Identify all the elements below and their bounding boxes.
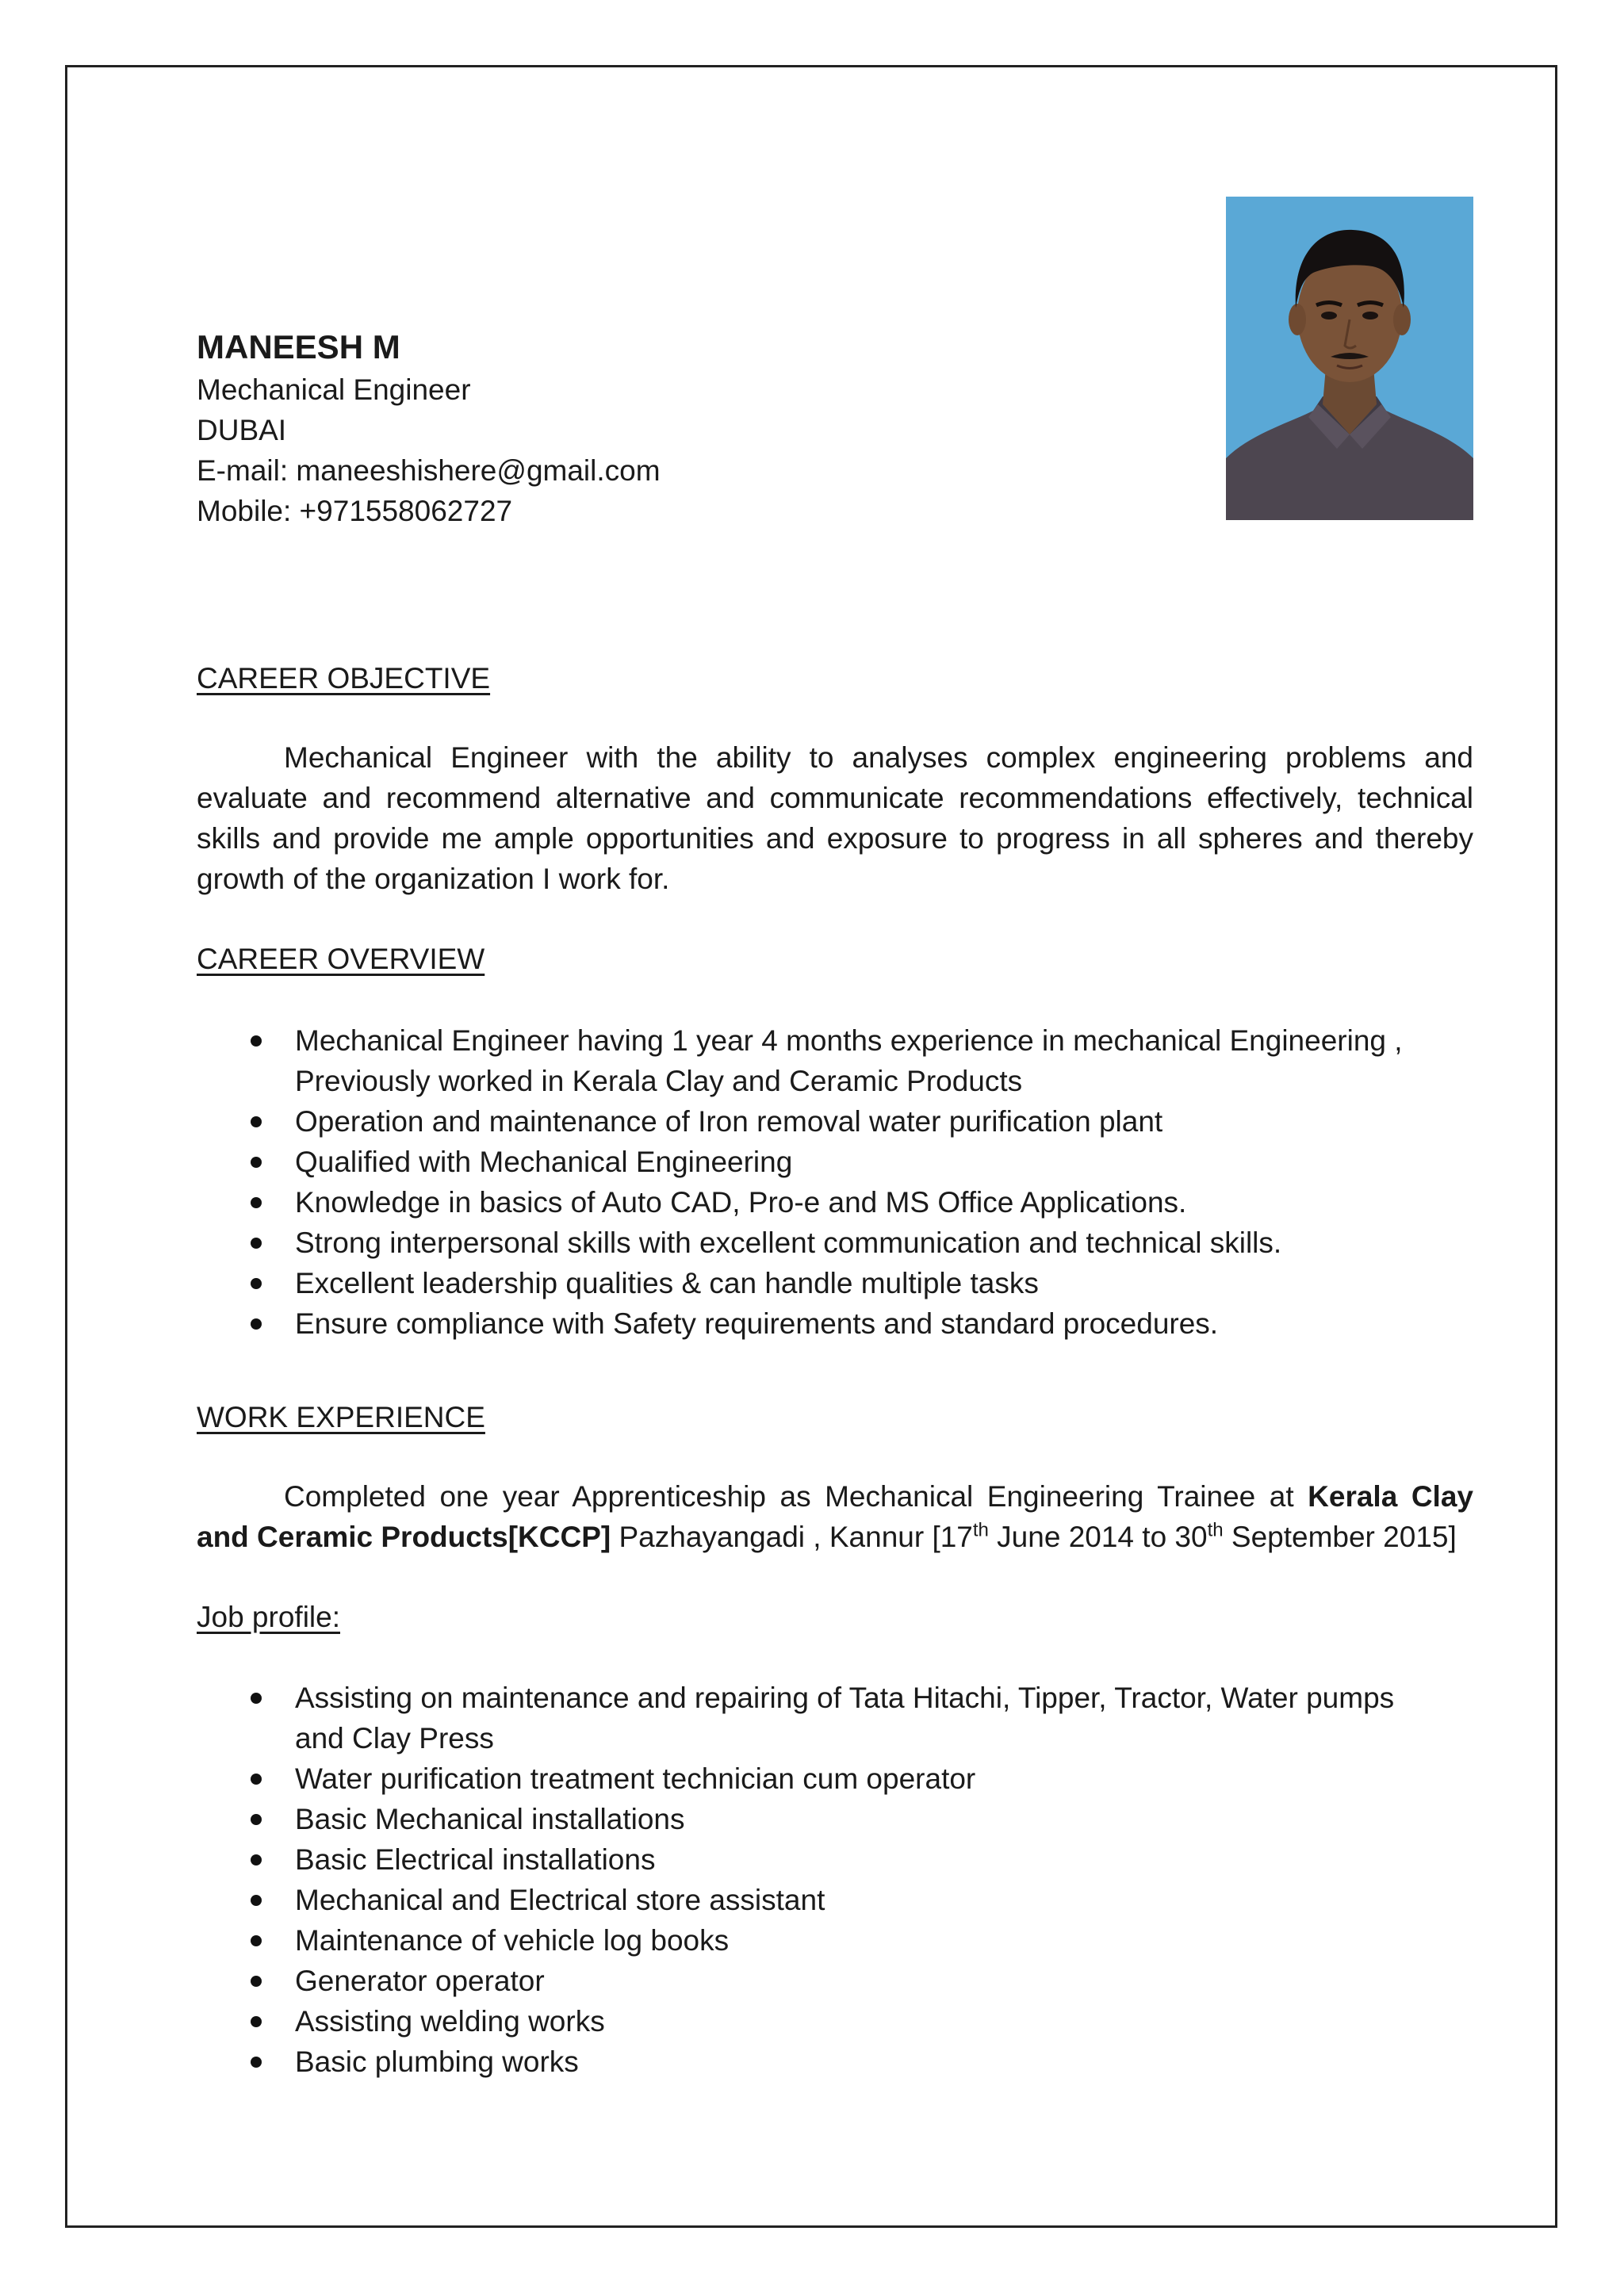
bullet-icon [251, 1976, 262, 1987]
list-item: Basic Mechanical installations [197, 1799, 1473, 1839]
career-overview-heading: CAREER OVERVIEW [197, 943, 485, 975]
list-item: Excellent leadership qualities & can handle multiple tasks [197, 1263, 1473, 1303]
list-item: Knowledge in basics of Auto CAD, Pro-e and MS Office Applications. [197, 1182, 1473, 1223]
bullet-icon [251, 1238, 262, 1249]
career-overview-list [197, 1020, 1473, 1344]
bullet-icon [251, 1693, 262, 1704]
career-objective-text [197, 737, 1473, 899]
company-name: Kerala Clay and Ceramic Products[KCCP] [197, 1480, 1473, 1553]
bullet-icon [251, 1774, 262, 1785]
profile-photo [1226, 197, 1473, 520]
list-item: Basic Electrical installations [197, 1839, 1473, 1880]
career-objective-heading: CAREER OBJECTIVE [197, 662, 491, 695]
list-item: Assisting welding works [197, 2001, 1473, 2042]
list-item: Strong interpersonal skills with excellent communication and technical skills. [197, 1223, 1473, 1263]
list-item: Maintenance of vehicle log books [197, 1920, 1473, 1961]
bullet-icon [251, 2057, 262, 2068]
work-experience-text: Completed one year Apprenticeship as Mechanical Engineering Trainee at Kerala Clay and Ceramic Products[KCCP] Pazhayangadi , Kannur [17th June 2014 to 30th September 2015] [197, 1480, 1473, 1553]
list-item: Water purification treatment technician cum operator [197, 1758, 1473, 1799]
bullet-icon [251, 1157, 262, 1168]
job-title: Mechanical Engineer [197, 373, 471, 406]
bullet-icon [251, 1116, 262, 1127]
bullet-icon [251, 1278, 262, 1289]
bullet-icon [251, 1035, 262, 1047]
work-experience-heading: WORK EXPERIENCE [197, 1401, 485, 1433]
bullet-icon [251, 1895, 262, 1906]
list-item: Qualified with Mechanical Engineering [197, 1142, 1473, 1182]
contact-block [197, 369, 661, 531]
bullet-icon [251, 1318, 262, 1330]
bullet-icon [251, 1854, 262, 1866]
bullet-icon [251, 1197, 262, 1208]
list-item: Basic plumbing works [197, 2042, 1473, 2082]
location: DUBAI [197, 414, 287, 446]
bullet-icon [251, 1935, 262, 1946]
career-objective-body: Mechanical Engineer with the ability to analyses complex engineering problems and evaluate and recommend alternative and communicate recommendations effectively, technical skills and provide me ample opportunities and exposure to progress in all spheres and thereby growth of the organization I work for. [197, 741, 1473, 895]
list-item: Operation and maintenance of Iron removal water purification plant [197, 1101, 1473, 1142]
list-item: Mechanical and Electrical store assistant [197, 1880, 1473, 1920]
candidate-name: MANEESH M [197, 328, 400, 365]
list-item: Mechanical Engineer having 1 year 4 months experience in mechanical Engineering , Previously worked in Kerala Clay and Ceramic Products [197, 1020, 1421, 1101]
list-item: Generator operator [197, 1961, 1473, 2001]
bullet-icon [251, 2016, 262, 2027]
list-item: Ensure compliance with Safety requirements and standard procedures. [197, 1303, 1473, 1344]
job-profile-heading: Job profile: [197, 1601, 340, 1633]
job-profile-list [197, 1678, 1473, 2082]
mobile-line: Mobile: +971558062727 [197, 495, 513, 527]
list-item: Assisting on maintenance and repairing of Tata Hitachi, Tipper, Tractor, Water pumps and Clay Press [197, 1678, 1421, 1758]
email-line: E-mail: maneeshishere@gmail.com [197, 454, 661, 487]
bullet-icon [251, 1814, 262, 1825]
